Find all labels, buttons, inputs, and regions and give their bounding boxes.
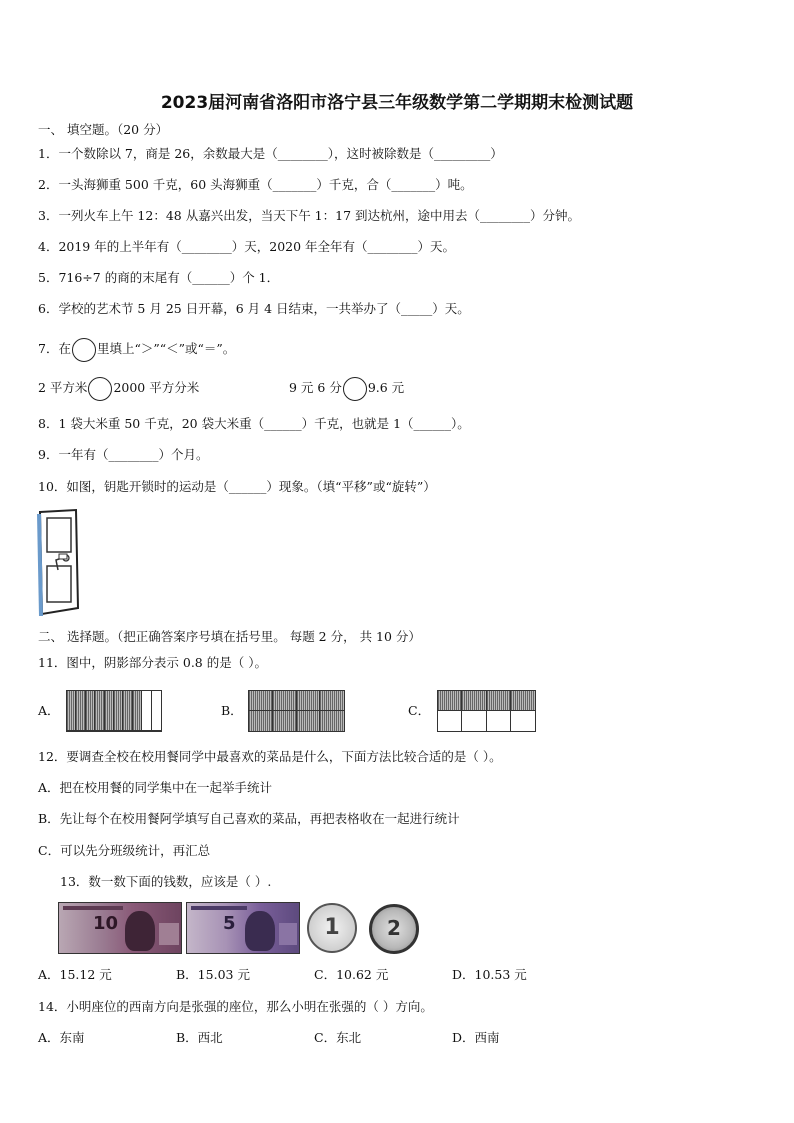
q13-option-d[interactable]: D．10.53 元 [452, 967, 527, 982]
banknote-5-value: 5 [223, 913, 236, 934]
question-4: 4．2019 年的上半年有（________）天，2020 年全年有（________）天。 [38, 239, 456, 254]
q12-option-b[interactable]: B．先让每个在校用餐阿学填写自己喜欢的菜品，再把表格收在一起进行统计 [38, 811, 460, 826]
q7b-left: 9 元 6 分 [289, 380, 342, 395]
page-title: 2023届河南省洛阳市洛宁县三年级数学第二学期期末检测试题 [160, 93, 634, 113]
question-5: 5．716÷7 的商的末尾有（______）个 1． [38, 270, 280, 285]
coin-2-value: 2 [387, 916, 401, 940]
compare-circle-icon [72, 338, 96, 362]
banknote-10-value: 10 [93, 913, 119, 934]
banknote-10-yuan [58, 902, 182, 954]
coin-2-fen [369, 904, 419, 954]
banknote-5-yuan [186, 902, 300, 954]
q7b-right: 9.6 元 [367, 380, 405, 395]
question-7-item-a [38, 376, 199, 401]
q7a-left: 2 平方米 [38, 380, 88, 395]
q11-option-b-label[interactable]: B． [221, 703, 243, 718]
question-8: 8．1 袋大米重 50 千克，20 袋大米重（______）千克，也就是 1（______）。 [38, 416, 470, 431]
question-12: 12．要调查全校在校用餐同学中最喜欢的菜品是什么，下面方法比较合适的是（ ）。 [38, 749, 502, 764]
q14-option-c[interactable]: C．东北 [314, 1030, 362, 1045]
q13-option-a[interactable]: A．15.12 元 [38, 967, 112, 982]
q12-option-c[interactable]: C．可以先分班级统计，再汇总 [38, 843, 211, 858]
door-key-icon [36, 508, 82, 616]
section-heading-choice: 二、 选择题。（把正确答案序号填在括号里。 每题 2 分， 共 10 分） [38, 629, 421, 644]
question-9: 9．一年有（________）个月。 [38, 447, 209, 462]
coin-1-jiao [307, 903, 357, 953]
q11-option-c-figure [437, 690, 536, 732]
q11-option-c-label[interactable]: C． [408, 703, 431, 718]
question-7-item-b [289, 376, 404, 401]
question-3: 3．一列火车上午 12：48 从嘉兴出发，当天下午 1：17 到达杭州，途中用去（________）分钟。 [38, 208, 581, 223]
question-14: 14．小明座位的西南方向是张强的座位，那么小明在张强的（ ）方向。 [38, 999, 433, 1014]
coin-1-value: 1 [324, 915, 340, 940]
q11-option-a-label[interactable]: A． [38, 703, 60, 718]
compare-circle-icon[interactable] [343, 377, 367, 401]
question-2: 2．一头海狮重 500 千克，60 头海狮重（_______）千克，合（_______）吨。 [38, 177, 473, 192]
q14-option-a[interactable]: A．东南 [38, 1030, 85, 1045]
q11-option-a-figure [66, 690, 162, 732]
question-1: 1．一个数除以 7，商是 26，余数最大是（________），这时被除数是（_________） [38, 146, 503, 161]
portrait-icon [125, 911, 155, 951]
portrait-icon [245, 911, 275, 951]
q7a-right: 2000 平方分米 [113, 380, 200, 395]
question-7-pre: 7．在 [38, 341, 71, 356]
q14-option-b[interactable]: B．西北 [176, 1030, 223, 1045]
q11-option-b-figure [248, 690, 345, 732]
q14-option-d[interactable]: D．西南 [452, 1030, 500, 1045]
question-13: 13．数一数下面的钱数，应该是（ ）. [60, 874, 272, 889]
question-10: 10．如图，钥匙开锁时的运动是（______）现象。（填“平移”或“旋转”） [38, 479, 436, 494]
question-11: 11．图中，阴影部分表示 0.8 的是（ ）。 [38, 655, 267, 670]
q12-option-a[interactable]: A．把在校用餐的同学集中在一起举手统计 [38, 780, 273, 795]
question-6: 6．学校的艺术节 5 月 25 日开幕，6 月 4 日结束，一共举办了（_____）天。 [38, 301, 470, 316]
q13-option-c[interactable]: C．10.62 元 [314, 967, 389, 982]
compare-circle-icon[interactable] [88, 377, 112, 401]
question-7 [38, 337, 235, 362]
section-heading-fill-blank: 一、 填空题。（20 分） [38, 122, 169, 137]
question-7-post: 里填上“＞”“＜”或“＝”。 [96, 341, 236, 356]
q13-option-b[interactable]: B．15.03 元 [176, 967, 250, 982]
